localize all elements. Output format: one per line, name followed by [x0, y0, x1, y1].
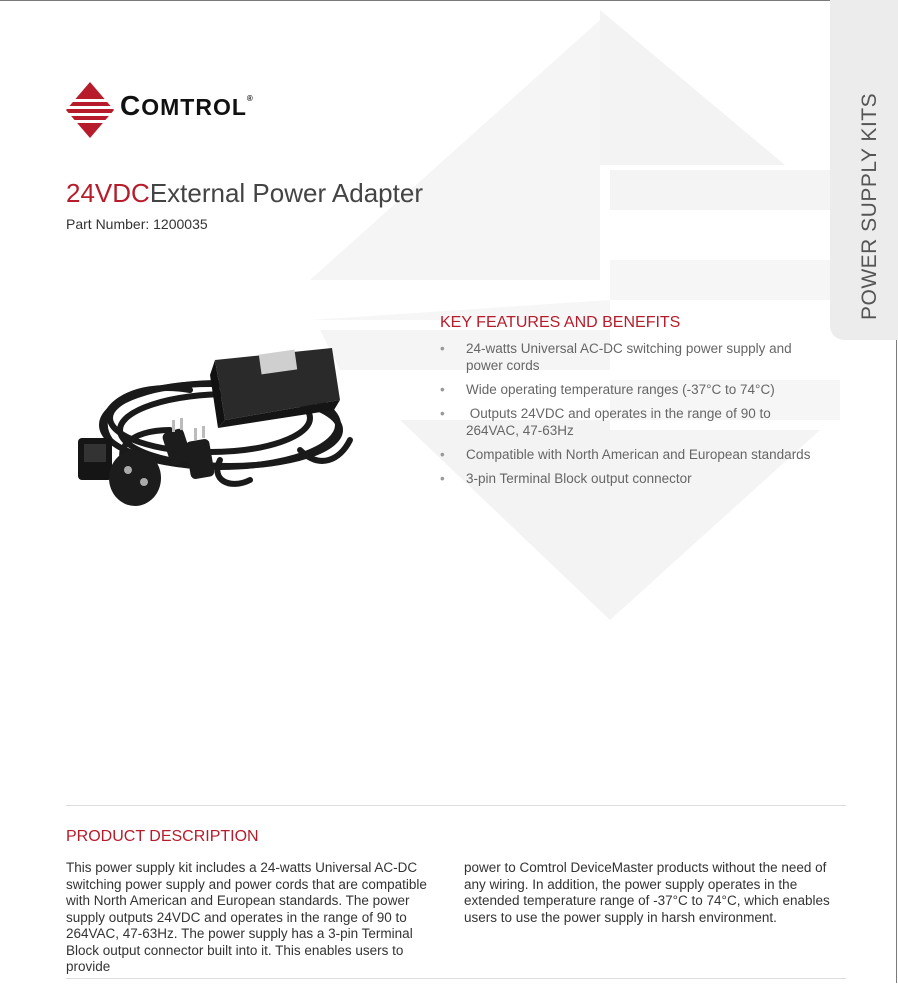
side-tab-label: POWER SUPPLY KITS [858, 92, 881, 320]
features-heading: KEY FEATURES AND BENEFITS [440, 314, 681, 331]
page-title [66, 178, 423, 209]
part-number: Part Number: 1200035 [66, 216, 208, 232]
feature-item: • 3-pin Terminal Block output connector [440, 471, 692, 486]
feature-item: • Compatible with North American and European standards [440, 447, 811, 462]
logo-mark-icon [66, 82, 114, 138]
logo-wordmark: COMTROL® [120, 90, 254, 121]
footer-divider [66, 978, 846, 979]
bullet-icon: • [440, 341, 445, 356]
title-rest: External Power Adapter [149, 178, 423, 208]
power-adapter-image [70, 330, 380, 520]
feature-item: • 24-watts Universal AC-DC switching power supply and power cords [440, 341, 792, 373]
title-accent: 24VDC [66, 178, 150, 208]
description-column-1: This power supply kit includes a 24-watts Universal AC-DC switching power supply and power cords that are compatible with North American and European standards. The power supply outputs 24VDC and operates in the range of 90 to 264VAC, 47-63Hz. The power supply has a 3-pin Terminal Block output connector built into it. This enables users to provide [66, 860, 427, 974]
description-column-2: power to Comtrol DeviceMaster products without the need of any wiring. In addition, the power supply operates in the extended temperature range of -37°C to 74°C, which enables users to use the power supply in harsh environment. [464, 860, 830, 925]
bullet-icon: • [440, 406, 445, 421]
bullet-icon: • [440, 382, 445, 397]
feature-item: • Outputs 24VDC and operates in the range of 90 to 264VAC, 47-63Hz [440, 406, 775, 438]
section-divider [66, 805, 846, 806]
feature-item: • Wide operating temperature ranges (-37°C to 74°C) [440, 382, 775, 397]
description-heading: PRODUCT DESCRIPTION [66, 828, 259, 845]
bullet-icon: • [440, 471, 445, 486]
features-list [440, 340, 825, 494]
bullet-icon: • [440, 447, 445, 462]
